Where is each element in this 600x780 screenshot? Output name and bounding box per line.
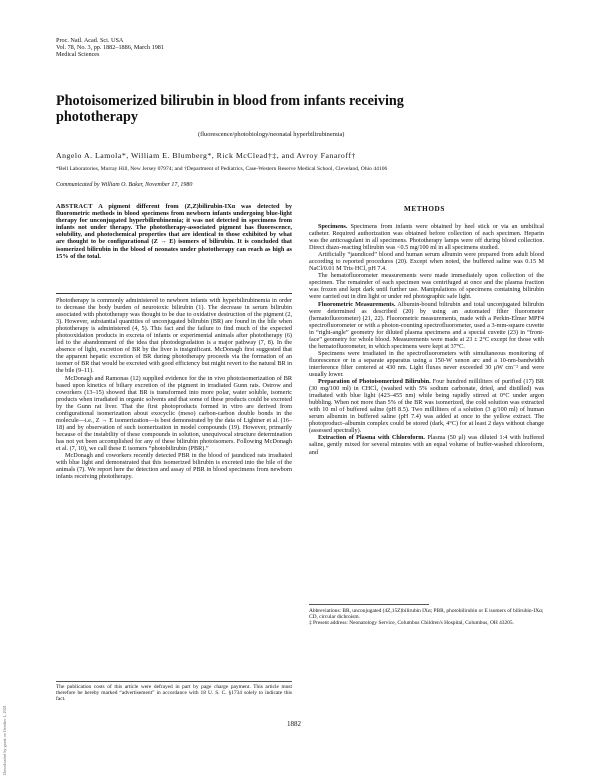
journal-header bbox=[56, 37, 164, 59]
footnote-rule bbox=[309, 604, 429, 605]
paragraph-text: Specimens were irradiated in the spectrofluorometers with simultaneous monitoring of fluorescence or in a separate apparatus using a 150-W xenon arc and a 10-nm-bandwidth interference filter centered at 430 nm. Light fluxes never exceeded 30 μW cm⁻² and were usually lower. bbox=[309, 349, 544, 378]
paragraph bbox=[309, 350, 544, 378]
paragraph bbox=[309, 272, 544, 300]
paragraph bbox=[309, 434, 544, 455]
download-stamp-text: Downloaded by guest on October 1, 2021 bbox=[2, 705, 7, 775]
paragraph: McDonagh and Ramonas (12) supplied evidence for the in vivo photoisomerization of BR based upon kinetics of biliary excretion of the pigment in irradiated Gunn rats. Ostrow and coworkers (13–15) showed that BR is transformed into more polar, water soluble, isomeric products when irradiated in organic solvents and that some of these products could be excreted by the Gunn rat liver. That the first photoproducts formed in vitro are derived from configurational isomerization about exocyclic (meso) carbon-carbon double bonds in the molecule—i.e., Z → E isomerization—is best demonstrated by the data of Lightner et al. (16–18) and by observation of such isomerization in model compounds (19). However, primarily because of the instability of these compounds in solution, unequivocal structure determination has not yet been accomplished for any of these bilirubin photoisomers. Following McDonagh et al. (7, 10), we call these E isomers “photobilirubin (PBR).” bbox=[56, 374, 292, 452]
download-stamp bbox=[2, 705, 10, 775]
paragraph-text: The hematofluorometer measurements were made immediately upon collection of the specimen. The remainder of each specimen was centrifuged at once and the plasma fraction was frozen and kept dark until further use. Manipulations of specimens containing bilirubin were carried out in dim light or under red photographic safe light. bbox=[309, 272, 544, 301]
footnote-rule bbox=[56, 681, 292, 682]
paragraph bbox=[309, 378, 544, 434]
journal-name: Proc. Natl. Acad. Sci. USA bbox=[56, 37, 124, 44]
paragraph: McDonagh and coworkers recently detected PBR in the blood of jaundiced rats irradiated with blue light and demonstrated that this isomerized bilirubin is excreted into the bile of the animals (7). We report here the detection and assay of PBR in blood specimens from newborn infants receiving phototherapy. bbox=[56, 452, 292, 481]
runin-heading: Fluorometric Measurements. bbox=[318, 300, 396, 308]
paragraph bbox=[309, 301, 544, 350]
journal-volume: Vol. 78, No. 3, pp. 1882–1886, March 1981 bbox=[56, 44, 164, 52]
abstract-label: ABSTRACT bbox=[56, 203, 93, 210]
journal-section: Medical Sciences bbox=[56, 51, 100, 59]
affiliations: *Bell Laboratories, Murray Hill, New Jersey 07974; and †Department of Pediatrics, Case-Western Reserve Medical School, Cleveland, Ohio 44106 bbox=[56, 166, 388, 172]
page-number: 1882 bbox=[287, 720, 301, 728]
runin-heading: Specimens. bbox=[318, 223, 348, 230]
paragraph bbox=[309, 251, 544, 272]
communicated-by: Communicated by William O. Baker, November 17, 1980 bbox=[56, 182, 193, 188]
runin-heading: Preparation of Photoisomerized Bilirubin. bbox=[318, 378, 431, 386]
article-title: Photoisomerized bilirubin in blood from infants receiving phototherapy bbox=[56, 93, 404, 125]
paragraph-text: Albumin-bound bilirubin and total unconjugated bilirubin were determined as described (20) by using an automated filter fluorometer (hematofluorometer) (21, 22). Fluorometric measurements, made with a Perkin-Elmer MPF4 spectrofluorometer or with a photon-counting spectrofluorometer, used a 3-mm-square cuvette in “right-angle” geometry for diluted plasma specimens and a special cuvette (23) in “front-face” geometry for whole blood. Measurements were made at 23 ± 2°C except for those with the hematofluorometer, in which specimens were kept at 37°C. bbox=[309, 300, 544, 350]
abbreviations: Abbreviations: BR, unconjugated (4Z,15Z)bilirubin IXα; PBR, photobilirubin or E isomers of bilirubin-IXα; CD, circular dichroism. bbox=[309, 608, 544, 621]
publication-footnote: The publication costs of this article were defrayed in part by page charge payment. This article must therefore be hereby marked “advertisement” in accordance with 18 U. S. C. §1734 solely to indicate this fact. bbox=[56, 684, 292, 703]
methods-heading: METHODS bbox=[404, 205, 445, 213]
paragraph: Phototherapy is commonly administered to newborn infants with hyperbilirubinemia in order to decrease the body burden of neurotoxic bilirubin (1). The decrease in serum bilirubin associated with phototherapy was thought to be due to oxidative destruction of the pigment (2, 3). However, substantial quantities of unconjugated bilirubin (BR) are found in the bile when phototherapy is administered (4, 5). This fact and the failure to find much of the expected photooxidation products in excreta of infants or experimental animals after phototherapy (6) led to the abandonment of the idea that photodegradation is a major pathway (7, 8). In the absence of light, excretion of BR by the liver is insignificant. McDonagh first suggested that the apparent hepatic excretion of BR during phototherapy proceeds via the formation of an isomer of BR that would be excreted with good efficiency but might revert to the natural BR in the bile (9–11). bbox=[56, 297, 292, 375]
paragraph-text: Four hundred milliliters of purified (17) BR (30 mg/100 ml) in CHCl₃ (washed with 5% sodium carbonate, dried, and distilled) was irradiated with blue light (423–455 nm) while being rapidly stirred at 0°C under argon bubbling. When not more than 5% of the BR was isomerized, the cold solution was extracted with 10 ml of buffered saline (pH 8.5). Two milliliters of a solution (3 g/100 ml) of human serum albumin in buffered saline (pH 7.4) was added at once to the yellow extract. The photoproduct–albumin complex could be stored (dark, 4°C) for at least 2 days without change (assessed spectrally). bbox=[309, 378, 544, 435]
keywords: (fluorescence/photobiology/neonatal hyperbilirubinemia) bbox=[198, 131, 345, 138]
abstract-text: A pigment different from (Z,Z)bilirubin-IXα was detected by fluorometric methods in blood specimens from newborn infants undergoing blue-light therapy for unconjugated hyperbilirubinemia; it was not detected in specimens from infants not under therapy. The phototherapy-associated pigment has fluorescence, solubility, and photochemical properties that are identical to those exhibited by what are thought to be configurational (Z → E) isomers of bilirubin. It is concluded that isomerized bilirubin in the blood of neonates under phototherapy can reach as high as 15% of the total. bbox=[56, 203, 293, 260]
present-address: ‡ Present address: Neonatology Service, Columbus Children's Hospital, Columbus, OH 43205. bbox=[309, 620, 514, 627]
paragraph-text: Artificially “jaundiced” blood and human serum albumin were prepared from adult blood according to reported procedures (20). Except when noted, the buffered saline was 0.15 M NaCl/0.01 M Tris·HCl, pH 7.4. bbox=[309, 251, 544, 273]
paragraph bbox=[309, 223, 544, 251]
abstract-rule bbox=[56, 293, 292, 294]
left-column bbox=[56, 297, 292, 677]
abbreviations-footnotes bbox=[309, 608, 544, 627]
runin-heading: Extraction of Plasma with Chloroform. bbox=[318, 434, 425, 442]
right-column bbox=[309, 223, 544, 598]
authors: Angelo A. Lamola*, William E. Blumberg*, Rick McClead†‡, and Avroy Fanaroff† bbox=[56, 151, 356, 160]
paragraph-text: Plasma (50 μl) was diluted 1:4 with buffered saline, gently mixed for several minutes with an equal volume of buffer-washed chloroform, and bbox=[309, 434, 544, 456]
abstract bbox=[56, 203, 292, 260]
paragraph-text: Specimens from infants were obtained by heel stick or via an umbilical catheter. Required authorization was obtained before collection of each specimen. Heparin was the anticoagulant in all specimens. Phototherapy lamps were off during blood collection. Direct diazo-reacting bilirubin was <0.5 mg/100 ml in all specimens studied. bbox=[309, 223, 544, 252]
